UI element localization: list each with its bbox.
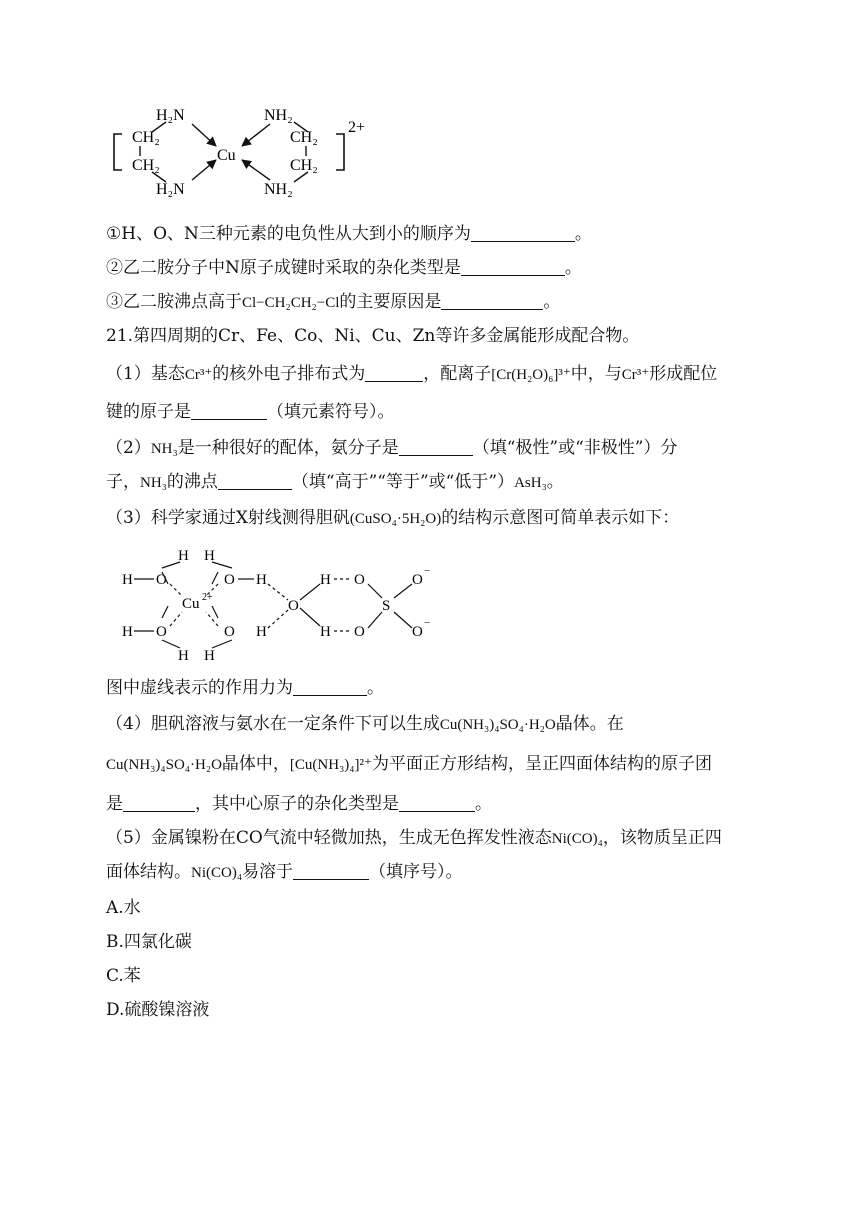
q21-part3-line2: 图中虚线表示的作用力为 。 xyxy=(106,678,384,698)
copper-ethylenediamine-complex-figure xyxy=(100,100,390,204)
svg-text:O: O xyxy=(224,572,235,588)
atom-cu: Cu xyxy=(217,147,236,164)
copper-sulfate-pentahydrate-figure xyxy=(116,542,446,668)
svg-text:O: O xyxy=(156,572,167,588)
answer-blank[interactable] xyxy=(293,679,367,696)
q21-part5-line2: 面体结构。Ni(CO)₄易溶于 （填序号）。 xyxy=(106,862,463,882)
answer-blank[interactable] xyxy=(123,795,195,812)
svg-text:H: H xyxy=(320,624,331,640)
atom-ch2-right-top: CH₂ xyxy=(290,129,318,146)
svg-text:H: H xyxy=(122,572,133,588)
q20-item-3: ③乙二胺沸点高于Cl−CH₂CH₂−Cl的主要原因是 。 xyxy=(106,292,561,312)
svg-text:O: O xyxy=(412,624,423,640)
svg-text:O: O xyxy=(288,598,299,614)
svg-text:O: O xyxy=(354,624,365,640)
cu-ion-label: Cu xyxy=(182,596,200,612)
svg-text:H: H xyxy=(122,624,133,640)
q21-part4-line2: Cu(NH₃)₄SO₄·H₂O晶体中，[Cu(NH₃)₄]²⁺为平面正方形结构，呈正四面体结构的原子团 xyxy=(106,754,712,774)
svg-text:H: H xyxy=(178,648,189,664)
atom-ch2-left-bottom: CH₂ xyxy=(132,157,160,174)
atom-nh2-bottom: NH₂ xyxy=(264,181,293,198)
answer-blank[interactable] xyxy=(461,259,565,276)
atom-ch2-left-top: CH₂ xyxy=(132,129,160,146)
answer-blank[interactable] xyxy=(365,365,423,382)
option-a[interactable]: A.水 xyxy=(106,898,141,918)
answer-blank[interactable] xyxy=(441,293,543,310)
q21-part1-line1: （1）基态Cr³⁺的核外电子排布式为 ，配离子[Cr(H₂O)₆]³⁺中，与Cr³⁺形成配位 xyxy=(106,364,718,384)
q20-item-1: ①H、O、N三种元素的电负性从大到小的顺序为 。 xyxy=(106,224,592,244)
q21-part4-line1: （4）胆矾溶液与氨水在一定条件下可以生成Cu(NH₃)₄SO₄·H₂O晶体。在 xyxy=(106,714,624,734)
q21-part5-line1: （5）金属镍粉在CO气流中轻微加热，生成无色挥发性液态Ni(CO)₄，该物质呈正四 xyxy=(106,828,722,848)
answer-blank[interactable] xyxy=(399,439,473,456)
option-b[interactable]: B.四氯化碳 xyxy=(106,932,192,952)
svg-text:O: O xyxy=(354,572,365,588)
atom-h2n-bottom: H₂N xyxy=(156,181,185,198)
atom-nh2-top: NH₂ xyxy=(264,107,293,124)
svg-text:−: − xyxy=(424,617,431,629)
q21-part2-line1: （2）NH₃是一种很好的配体，氨分子是 （填“极性”或“非极性”）分 xyxy=(106,438,678,458)
answer-blank[interactable] xyxy=(191,403,267,420)
svg-text:−: − xyxy=(424,565,431,577)
q20-item-2: ②乙二胺分子中N原子成键时采取的杂化类型是 。 xyxy=(106,258,582,278)
q21-title: 21.第四周期的Cr、Fe、Co、Ni、Cu、Zn等许多金属能形成配合物。 xyxy=(106,326,640,346)
option-d[interactable]: D.硫酸镍溶液 xyxy=(106,1000,210,1020)
option-c[interactable]: C.苯 xyxy=(106,966,141,986)
svg-text:2+: 2+ xyxy=(202,592,213,603)
charge-label: 2+ xyxy=(348,119,366,136)
answer-blank[interactable] xyxy=(471,225,575,242)
svg-text:O: O xyxy=(224,624,235,640)
svg-text:O: O xyxy=(412,572,423,588)
svg-text:H: H xyxy=(256,624,267,640)
svg-text:H: H xyxy=(178,548,189,564)
atom-h2n-top: H₂N xyxy=(156,107,185,124)
svg-text:H: H xyxy=(320,572,331,588)
svg-text:H: H xyxy=(256,572,267,588)
q21-part1-line2: 键的原子是 （填元素符号）。 xyxy=(106,402,395,422)
svg-text:H: H xyxy=(204,648,215,664)
q21-part4-line3: 是 ，其中心原子的杂化类型是 。 xyxy=(106,794,492,814)
formula-dichloroethane: Cl−CH₂CH₂−Cl xyxy=(242,295,340,311)
q21-part2-line2: 子，NH₃的沸点 （填“高于”“等于”或“低于”）AsH₃。 xyxy=(106,472,564,492)
svg-text:H: H xyxy=(204,548,215,564)
q21-part3-line1: （3）科学家通过X射线测得胆矾(CuSO₄·5H₂O)的结构示意图可简单表示如下： xyxy=(106,508,680,528)
atom-ch2-right-bottom: CH₂ xyxy=(290,157,318,174)
answer-blank[interactable] xyxy=(293,863,369,880)
answer-blank[interactable] xyxy=(218,473,292,490)
sulfur-label: S xyxy=(382,598,391,614)
svg-text:O: O xyxy=(156,624,167,640)
answer-blank[interactable] xyxy=(399,795,475,812)
